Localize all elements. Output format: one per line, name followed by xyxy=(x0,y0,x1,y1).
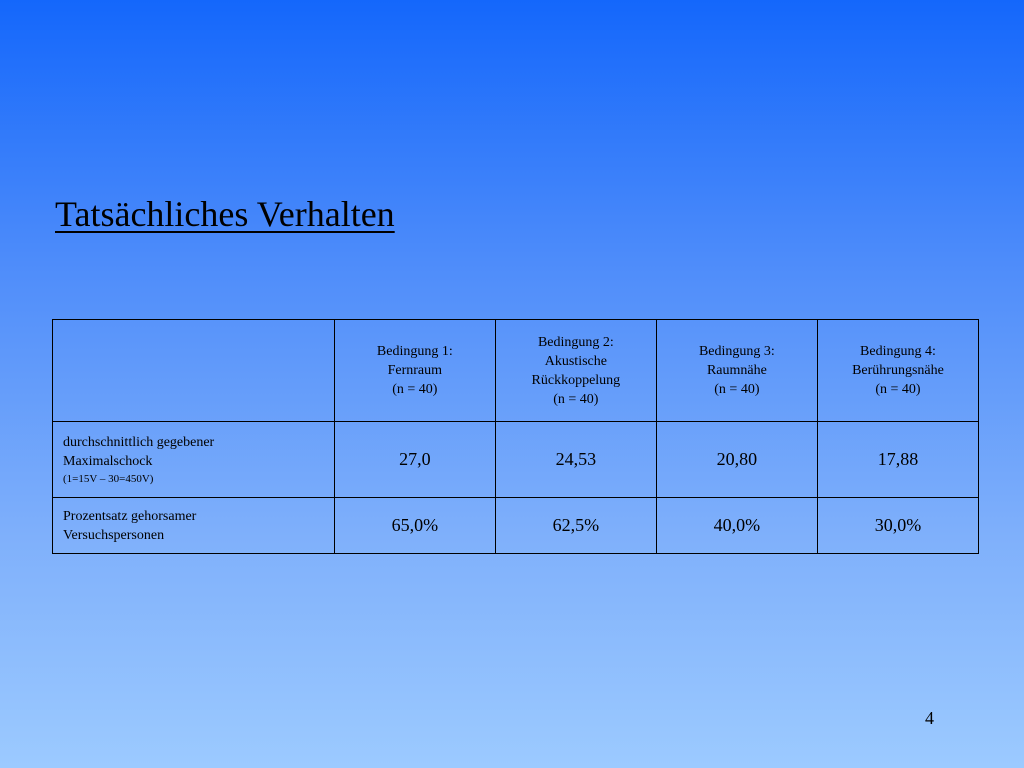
row-label-max-shock xyxy=(53,422,335,498)
header-condition-2 xyxy=(495,320,656,422)
value-cell: 27,0 xyxy=(334,422,495,498)
value-cell: 40,0% xyxy=(656,498,817,554)
row-label-line: durchschnittlich gegebener xyxy=(63,434,215,450)
header-line: Bedingung 4: xyxy=(860,344,936,359)
header-line: (n = 40) xyxy=(714,382,760,397)
header-line: (n = 40) xyxy=(875,382,921,397)
row-label-obedient-percent xyxy=(53,498,335,554)
slide-title: Tatsächliches Verhalten xyxy=(55,194,395,234)
header-condition-4 xyxy=(817,320,978,422)
value-cell: 30,0% xyxy=(817,498,978,554)
value-cell: 24,53 xyxy=(495,422,656,498)
table-row-max-shock xyxy=(53,422,979,498)
header-line: (n = 40) xyxy=(392,382,438,397)
header-line: Rückkoppelung xyxy=(531,372,621,388)
row-label-note: (1=15V – 30=450V) xyxy=(63,472,154,485)
header-line: Raumnähe xyxy=(706,363,767,378)
header-line: Bedingung 2: xyxy=(537,334,614,350)
page-number: 4 xyxy=(925,708,934,728)
value-cell: 17,88 xyxy=(817,422,978,498)
corner-cell xyxy=(53,320,335,422)
value-cell: 20,80 xyxy=(656,422,817,498)
header-line: Fernraum xyxy=(387,363,443,378)
header-line: Bedingung 1: xyxy=(376,344,453,359)
row-label-line: Versuchspersonen xyxy=(63,527,165,543)
header-condition-1 xyxy=(334,320,495,422)
header-line: Akustische xyxy=(544,353,607,369)
row-label-line: Maximalschock xyxy=(63,453,153,469)
header-row xyxy=(53,320,979,422)
header-line: Berührungsnähe xyxy=(852,363,944,378)
header-condition-3 xyxy=(656,320,817,422)
header-line: (n = 40) xyxy=(553,391,599,407)
value-cell: 65,0% xyxy=(334,498,495,554)
value-cell: 62,5% xyxy=(495,498,656,554)
row-label-line: Prozentsatz gehorsamer xyxy=(63,508,197,524)
table-row-obedient-percent xyxy=(53,498,979,554)
header-line: Bedingung 3: xyxy=(698,344,775,359)
results-table xyxy=(52,319,979,554)
